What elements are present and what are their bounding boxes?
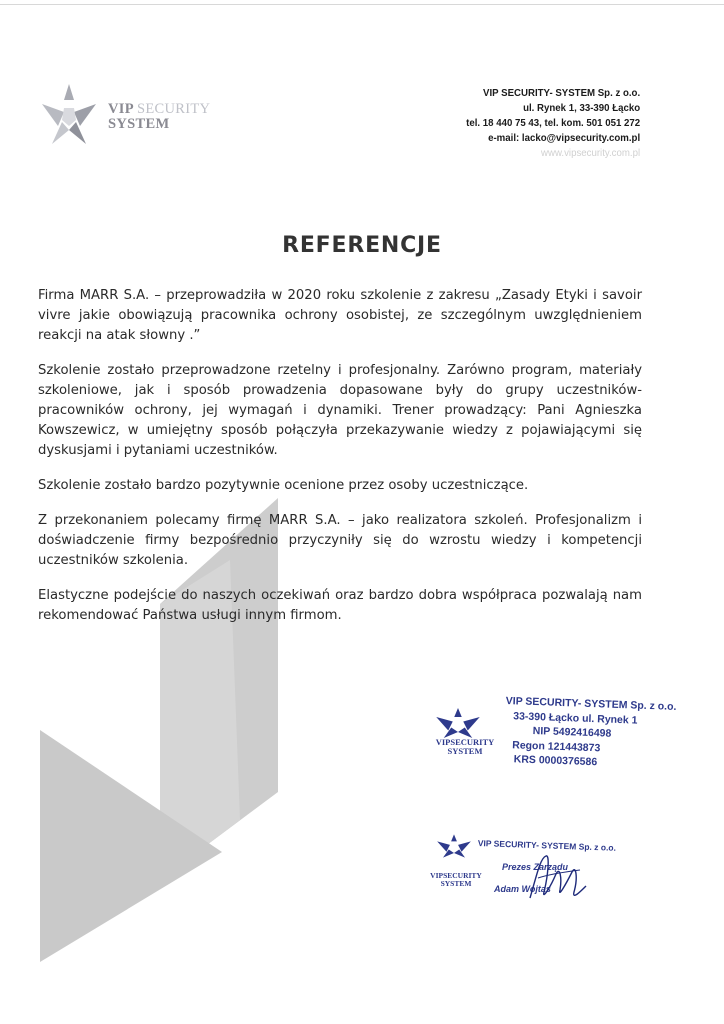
stamp-star-icon — [434, 708, 482, 738]
paragraph-2: Szkolenie zostało przeprowadzone rzetelny i profesjonalny. Zarówno program, materiały szkoleniowe, jak i sposób prowadzenia dopasowane były do grupy uczestników-pracowników ochrony, jej wymagań i dynamiki. Trener prowadzący: Pani Agnieszka Kowszewicz, w umiejętny sposób połączyła przekazywanie wiedzy z pojawiającymi się dyskusjami i pytaniami uczestników. — [38, 363, 642, 458]
company-phones: tel. 18 440 75 43, tel. kom. 501 051 272 — [465, 117, 640, 129]
paragraph-5: Elastyczne podejście do naszych oczekiwań oraz bardzo dobra współpraca pozwalają nam rekomendować Państwa usługi innym firmom. — [38, 588, 642, 623]
handwritten-signature — [520, 848, 590, 908]
letterhead-logo — [38, 82, 238, 152]
stamp-star-icon — [436, 832, 472, 860]
stamp-president-name: Adam Wojtas — [494, 884, 551, 894]
stamp-company-lines — [503, 694, 676, 772]
logo-word-vip: VIP — [108, 101, 134, 117]
logo-word-security: SECURITY — [137, 101, 211, 117]
stamp-logo-text: VIPSECURITY SYSTEM — [435, 737, 495, 756]
logo-word-system: SYSTEM — [108, 116, 170, 132]
company-address: ul. Rynek 1, 33-390 Łącko — [522, 102, 640, 114]
stamp-president-role: Prezes Zarządu — [502, 862, 569, 872]
stamp-company-krs: KRS 0000376586 — [513, 753, 598, 769]
document-title: REFERENCJE — [282, 233, 442, 258]
logo-wordmark — [108, 102, 210, 132]
company-stamp — [428, 694, 677, 794]
stamp-company-nip: NIP 5492416498 — [532, 724, 612, 740]
stamp-logo-text: VIPSECURITY SYSTEM — [430, 871, 482, 888]
vip-security-star-icon — [38, 82, 100, 148]
paragraph-1: Firma MARR S.A. – przeprowadziła w 2020 roku szkolenie z zakresu „Zasady Etyki i savoir vivre jakie obowiązują pracownika ochrony osobistej, ze szczególnym uwzględnieniem reakcji na atak słowny .” — [38, 288, 642, 343]
paragraph-3: Szkolenie zostało bardzo pozytywnie ocenione przez osoby uczestniczące. — [38, 478, 529, 493]
company-name: VIP SECURITY- SYSTEM Sp. z o.o. — [482, 87, 640, 99]
president-stamp — [420, 832, 620, 912]
stamp-company-address: 33-390 Łącko ul. Rynek 1 — [513, 709, 638, 727]
stamp-president-company: VIP SECURITY- SYSTEM Sp. z o.o. — [477, 838, 617, 853]
company-website: www.vipsecurity.com.pl — [540, 147, 640, 159]
company-email: e-mail: lacko@vipsecurity.com.pl — [487, 132, 640, 144]
letter-body — [38, 286, 642, 641]
company-contact-block — [466, 86, 640, 161]
stamp-company-name: VIP SECURITY- SYSTEM Sp. z o.o. — [505, 694, 677, 713]
stamp-company-regon: Regon 121443873 — [512, 738, 601, 754]
paragraph-4: Z przekonaniem polecamy firmę MARR S.A. – jako realizatora szkoleń. Profesjonalizm i doświadczenie firmy bezpośrednio przyczyniły się do wzrostu wiedzy i kompetencji uczestników szkolenia. — [38, 513, 642, 568]
